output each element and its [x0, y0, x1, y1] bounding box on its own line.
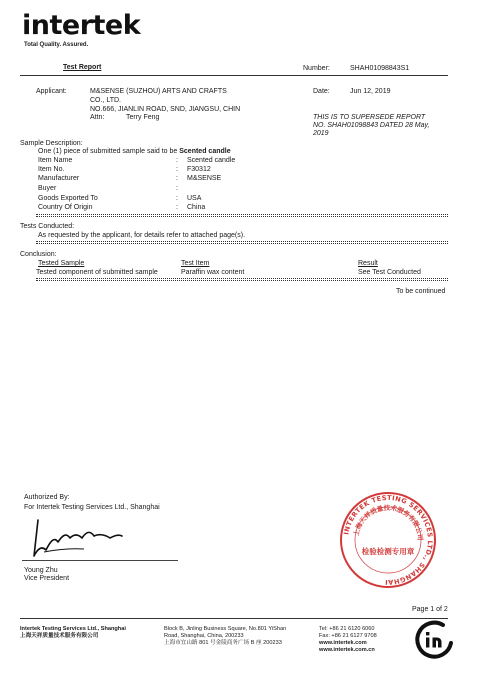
report-date: Jun 12, 2019 [350, 88, 391, 95]
supersede-line-2: NO. SHAH01098843 DATED 28 May, [313, 122, 430, 129]
stamp-center-text: 检验检测专用章 [361, 547, 415, 556]
sample-row-sep: : [176, 166, 178, 173]
authorized-company: For Intertek Testing Services Ltd., Shanghai [24, 504, 160, 511]
sample-row-value: China [187, 204, 206, 211]
sample-row-value: USA [187, 195, 202, 202]
date-label: Date: [313, 88, 330, 95]
sample-intro-bold: Scented candle [179, 148, 231, 155]
footer-address-1: Block B, Jinling Business Square, No.801 YiShan [164, 626, 287, 632]
col-header-result: Result [358, 260, 378, 267]
continued-note: To be continued [396, 288, 446, 295]
sample-row-sep: : [176, 185, 178, 192]
sample-row-sep: : [176, 195, 178, 202]
sample-row-value: M&SENSE [187, 175, 222, 182]
signatory-name: Young Zhu [24, 567, 58, 574]
attn-name: Terry Feng [126, 114, 160, 121]
col-header-test-item: Test Item [181, 260, 210, 267]
report-title: Test Report [63, 64, 102, 71]
applicant-line-3: NO.666, JIANLIN ROAD, SND, JIANGSU, CHIN [90, 106, 241, 113]
sample-row-label: Buyer [38, 185, 57, 192]
sample-heading: Sample Description: [20, 140, 83, 147]
sample-row-sep: : [176, 175, 178, 182]
authorized-by-label: Authorized By: [24, 494, 70, 501]
signature-rule [22, 560, 178, 561]
divider-dotted [36, 214, 448, 217]
footer-company-cn: 上海天祥质量技术服务有限公司 [20, 633, 99, 639]
tests-text: As requested by the applicant, for details refer to attached page(s). [38, 232, 246, 239]
conclusion-test-item: Paraffin wax content [181, 269, 245, 276]
footer-tel: Tel: +86 21 6120 6060 [319, 626, 375, 632]
attn-label: Attn: [90, 114, 105, 121]
number-label: Number: [303, 65, 330, 72]
conclusion-result: See Test Conducted [358, 269, 421, 276]
footer-fax: Fax: +86 21 6127 9708 [319, 633, 377, 639]
tagline: Total Quality. Assured. [24, 42, 89, 48]
divider-dotted [36, 278, 448, 281]
conclusion-sample: Tested component of submitted sample [36, 269, 158, 276]
tests-heading: Tests Conducted: [20, 223, 75, 230]
footer-company-en: Intertek Testing Services Ltd., Shanghai [20, 626, 126, 632]
applicant-line-2: CO., LTD. [90, 97, 121, 104]
supersede-line-3: 2019 [313, 130, 329, 137]
sample-row-value: F30312 [187, 166, 211, 173]
sample-row-label: Goods Exported To [38, 195, 98, 202]
footer-rule [20, 618, 448, 619]
footer-web-2[interactable]: www.intertek.com.cn [319, 647, 375, 653]
sample-row-sep: : [176, 204, 178, 211]
intertek-badge-icon [413, 619, 457, 659]
footer-address-2: Road, Shanghai, China, 200233 [164, 633, 244, 639]
applicant-label: Applicant: [36, 88, 67, 95]
sample-row-value: Scented candle [187, 157, 236, 164]
conclusion-heading: Conclusion: [20, 251, 57, 258]
page-number: Page 1 of 2 [412, 606, 448, 613]
header-rule [20, 75, 448, 76]
sample-row-label: Item Name [38, 157, 73, 164]
sample-row-label: Manufacturer [38, 175, 80, 182]
supersede-line-1: THIS IS TO SUPERSEDE REPORT [313, 114, 426, 121]
intertek-logo: intertek [22, 10, 141, 41]
handwritten-signature [24, 512, 144, 562]
company-seal-stamp [338, 490, 438, 590]
footer-web-1[interactable]: www.intertek.com [319, 640, 367, 646]
stamp-outer-text: INTERTEK TESTING SERVICES LTD., SHANGHAI [342, 493, 435, 587]
signatory-title: Vice President [24, 575, 70, 582]
stamp-inner-text: 上海天祥质量技术服务有限公司 [352, 503, 425, 541]
col-header-tested-sample: Tested Sample [38, 260, 85, 267]
footer-address-3: 上海市宜山路 801 号金陵商务广场 B 座 200233 [164, 640, 282, 646]
applicant-line-1: M&SENSE (SUZHOU) ARTS AND CRAFTS [90, 88, 227, 95]
sample-intro-text: One (1) piece of submitted sample said to be [38, 148, 178, 155]
sample-row-label: Country Of Origin [38, 204, 93, 211]
divider-dotted [36, 241, 448, 244]
sample-row-sep: : [176, 157, 178, 164]
sample-row-label: Item No. [38, 166, 65, 173]
report-number: SHAH01098843S1 [350, 65, 410, 72]
sample-intro [38, 148, 231, 156]
